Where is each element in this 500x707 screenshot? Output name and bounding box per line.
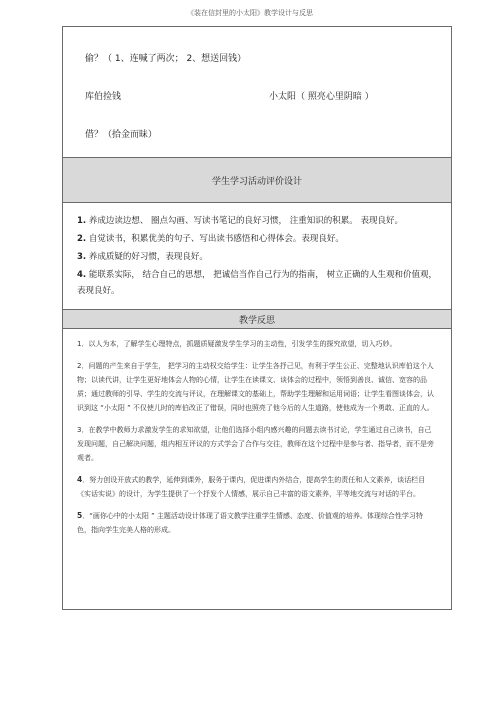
board-line-pickup: 库伯捡钱 [85, 92, 122, 102]
board-line-steal: 偷？（ 1、连喊了两次； 2、想送回钱） [85, 54, 247, 64]
reflection-paragraph: 1．以人为本，了解学生心理特点，抓题质疑激发学生学习的主动性，引发学生的探究欲望，切入巧妙。 [77, 340, 397, 348]
reflection-paragraph: 2．问题的产生来自于学生， 把学习的主动权交给学生：让学生各抒己见，有利于学生公正、完整地认识库伯这个人物；以读代讲，让学生更好地体会人物的心情，让学生在读课文、谈体会的过程中，领悟到善良、诚信、宽容的品质；通过教师的引导、学生的交流与评议，在理解课文的基础上，帮助学生理解和运用词语；让学生看图谈体会，认识到这 “小太阳 ” 不仅使儿时的库伯改正了错误，同时也照亮了他今后的人生道路，使他成为一个勇敢、正直的人。 [77, 362, 434, 412]
page-header: 《装在信封里的小太阳》教学设计与反思 [187, 9, 313, 17]
reflection-paragraph: 5．“画你心中的小太阳 ” 主题活动设计体现了语文教学注重学生情感、态度、价值观的培养。体现综合性学习特色，指向学生完美人格的形成。 [77, 511, 423, 534]
evaluation-item: 2. 自觉读书，积累优美的句子、写出读书感悟和心得体会。表现良好。 [77, 234, 344, 244]
board-line-borrow: 借？（拾金而昧） [85, 130, 158, 140]
evaluation-item: 4. 能联系实际， 结合自己的思想， 把诚信当作自己行为的指南， 树立正确的人生观和价值观，表现良好。 [77, 270, 437, 296]
reflection-paragraph: 3．在教学中教师力求激发学生的求知欲望，让他们选择小组内感兴趣的问题去读书讨论，学生通过自己读书，自己发现问题，自己解决问题，组内相互评议的方式学会了合作与交往，教师在这个过程中是参与者、指导者，而不是旁观者。 [77, 426, 434, 462]
board-line-little-sun: 小太阳（ 照亮心里阴暗 ） [269, 92, 374, 102]
evaluation-item: 1. 养成边读边想、 圈点勾画、写读书笔记的良好习惯， 注重知识的积累。 表现良好。 [77, 216, 403, 226]
reflection-list [63, 329, 452, 610]
reflection-paragraph: 4．努力创设开放式的教学，延伸到课外，服务于课内，促进课内外结合，提高学生的责任和人文素养，谈话栏目《实话实说》的设计，为学生提供了一个抒发个人情感，展示自己丰富的语文素养，平等地交流与对话的平台。 [77, 475, 426, 498]
board-notes-cell [63, 27, 452, 158]
evaluation-list [63, 203, 452, 310]
lesson-table [62, 26, 452, 610]
evaluation-item: 3. 养成质疑的好习惯，表现良好。 [77, 252, 208, 262]
evaluation-heading: 学生学习活动评价设计 [63, 158, 452, 203]
reflection-heading: 教学反思 [63, 310, 452, 329]
